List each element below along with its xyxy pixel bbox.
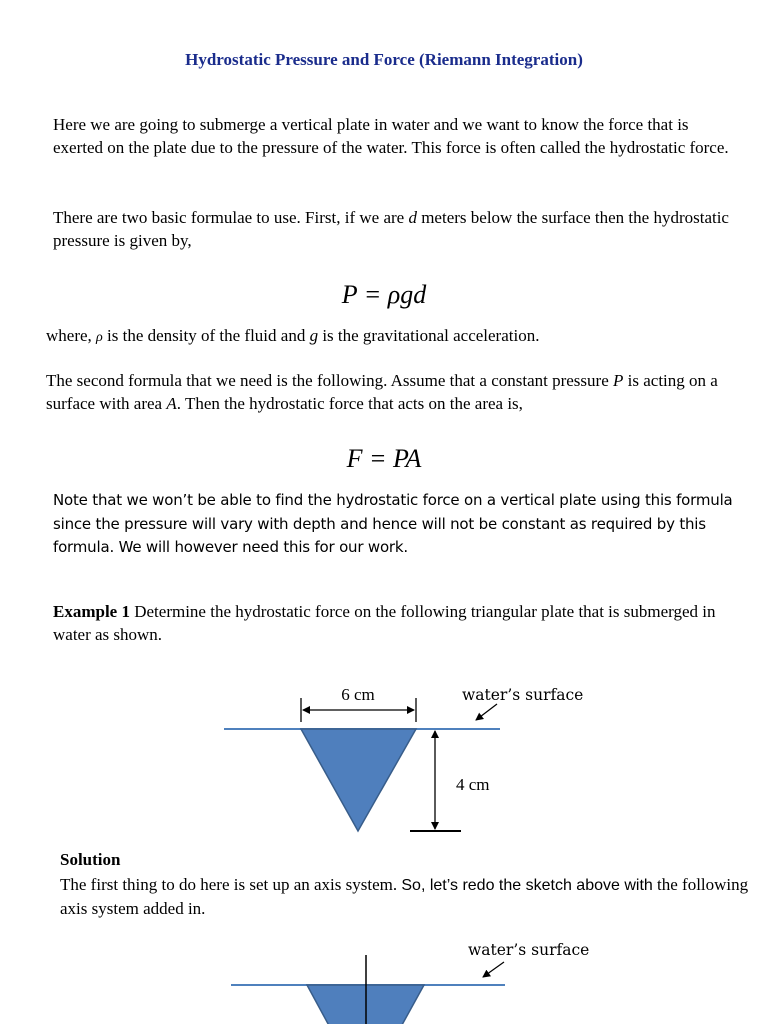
surface-pointer-arrow-2: [483, 962, 504, 977]
pressure-intro-paragraph: There are two basic formulae to use. First, if we are d meters below the surface then the hydrostatic pressure is given by,: [53, 208, 729, 250]
surface-pointer-arrow: [476, 704, 497, 720]
figure-triangular-plate: [0, 680, 768, 840]
water-surface-label: water’s surface: [462, 686, 584, 704]
pressure-definitions: where, ρ is the density of the fluid and g is the gravitational acceleration.: [46, 326, 540, 345]
force-intro-paragraph: The second formula that we need is the following. Assume that a constant pressure P is acting on a surface with area A. Then the hydrostatic force that acts on the area is,: [46, 371, 718, 413]
force-equation: F = PA: [346, 444, 422, 473]
intro-paragraph: Here we are going to submerge a vertical plate in water and we want to know the force that is exerted on the plate due to the pressure of the water. This force is often called the hydrostatic force.: [53, 115, 729, 157]
triangular-plate: [301, 729, 416, 831]
page-title: Hydrostatic Pressure and Force (Riemann Integration): [185, 50, 583, 69]
note-paragraph: Note that we won’t be able to find the hydrostatic force on a vertical plate using this formula since the pressure will vary with depth and hence will not be constant as required by this formula. We will however need this for our work.: [53, 491, 733, 556]
water-surface-label-2: water’s surface: [468, 941, 590, 959]
figure-plate-with-axis: [0, 930, 768, 1024]
pressure-equation: P = ρgd: [341, 280, 427, 309]
width-label: 6 cm: [341, 685, 375, 704]
solution-paragraph: The first thing to do here is set up an axis system. So, let’s redo the sketch above with the following axis system added in.: [60, 875, 749, 918]
example-statement: Example 1 Determine the hydrostatic force on the following triangular plate that is submerged in water as shown.: [53, 602, 716, 644]
height-label: 4 cm: [456, 775, 490, 794]
solution-heading: Solution: [60, 850, 121, 869]
